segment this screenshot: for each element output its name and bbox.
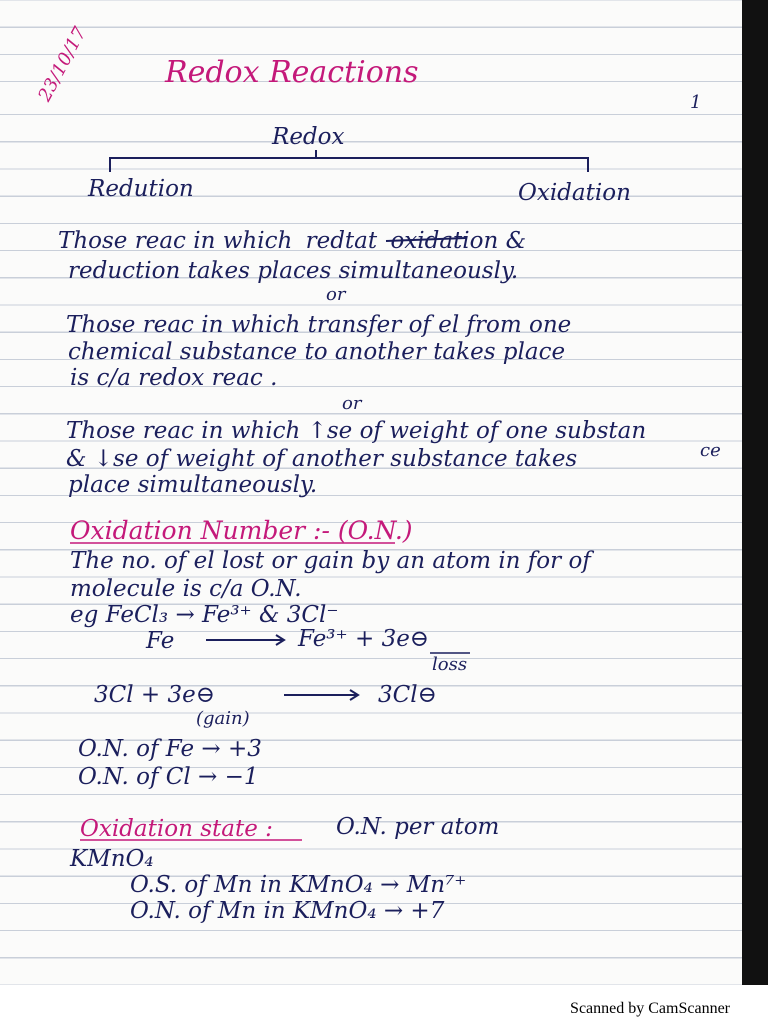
kmno4: KMnO₄	[70, 846, 154, 872]
on-fe: O.N. of Fe → +3	[78, 736, 262, 762]
gain-label: (gain)	[196, 708, 250, 729]
oxidation-number-heading: Oxidation Number :- (O.N.)	[70, 516, 413, 545]
on-mn: O.N. of Mn in KMnO₄ → +7	[130, 898, 445, 924]
def3-line1: Those reac in which ↑se of weight of one substan	[66, 418, 647, 444]
oxidation-label: Oxidation	[518, 180, 631, 206]
or-2: or	[342, 393, 362, 414]
loss-label: loss	[432, 654, 468, 675]
cl-left: 3Cl + 3e⊖	[94, 682, 215, 708]
camscanner-watermark: Scanned by CamScanner	[570, 1000, 730, 1017]
def3-ce: ce	[700, 440, 721, 461]
example-line: eg FeCl₃ → Fe³⁺ & 3Cl⁻	[70, 602, 339, 628]
on-def-line1: The no. of el lost or gain by an atom in for of	[70, 548, 591, 574]
def1-line1: Those reac in which redtat oxidation &	[58, 228, 527, 254]
oxidation-state-def: O.N. per atom	[336, 814, 500, 840]
def1-struck-word: redtat	[305, 228, 378, 254]
or-1: or	[326, 284, 346, 305]
os-mn: O.S. of Mn in KMnO₄ → Mn⁷⁺	[130, 872, 467, 898]
def3-line3: place simultaneously.	[68, 472, 318, 498]
fe-right: Fe³⁺ + 3e⊖	[298, 626, 430, 652]
def3-line2: & ↓se of weight of another substance takes	[66, 446, 578, 472]
page-title: Redox Reactions	[165, 55, 419, 90]
cl-right: 3Cl⊖	[378, 682, 437, 708]
oxidation-state-heading: Oxidation state :	[80, 816, 273, 842]
def1-line2: reduction takes places simultaneously.	[68, 258, 519, 284]
page-number: 1	[690, 92, 702, 113]
def2-line1: Those reac in which transfer of el from one	[66, 312, 572, 338]
def2-line3: is c/a redox reac .	[70, 365, 278, 391]
def2-line2: chemical substance to another takes place	[68, 339, 566, 365]
fe-left: Fe	[146, 628, 175, 654]
reduction-label: Redution	[88, 176, 194, 202]
on-cl: O.N. of Cl → −1	[78, 764, 259, 790]
redox-label: Redox	[272, 124, 345, 150]
date: 23/10/17	[34, 23, 91, 105]
on-def-line2: molecule is c/a O.N.	[70, 576, 302, 602]
